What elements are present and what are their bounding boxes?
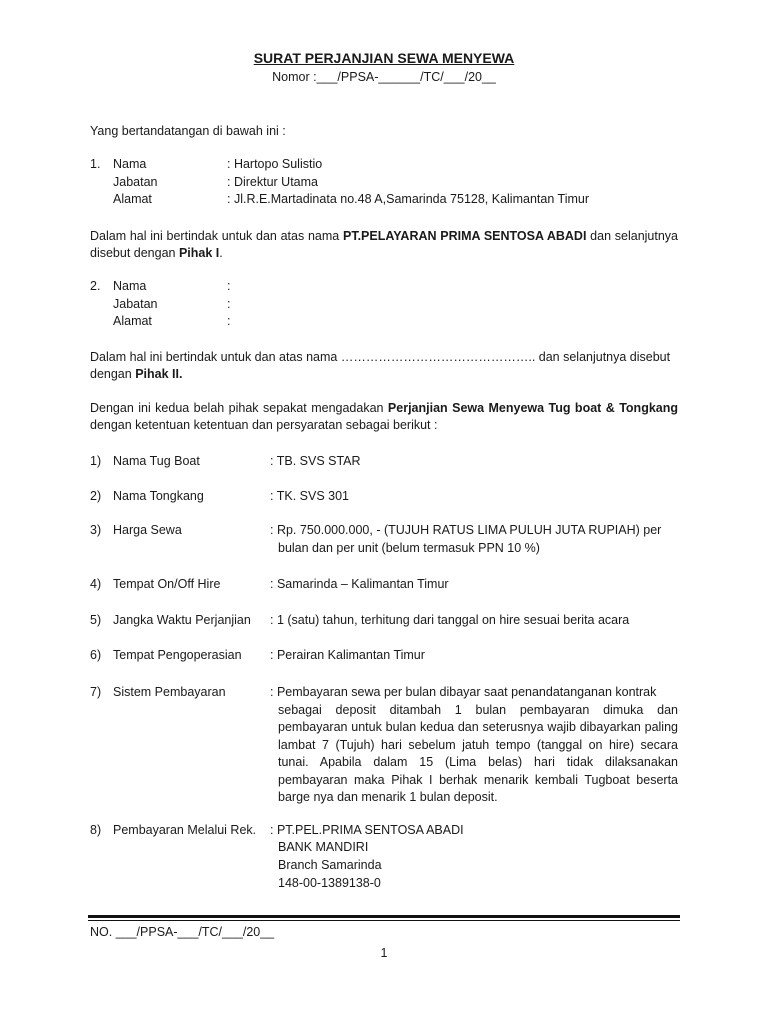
term-8-branch: Branch Samarinda	[278, 858, 382, 872]
agreement-paragraph: Dengan ini kedua belah pihak sepakat mengadakan Perjanjian Sewa Menyewa Tug boat & Tongkang dengan ketentuan ketentuan dan persyaratan sebagai berikut :	[90, 401, 678, 432]
party1-paragraph: Dalam hal ini bertindak untuk dan atas nama PT.PELAYARAN PRIMA SENTOSA ABADI dan selanjutnya disebut dengan Pihak I.	[90, 229, 678, 260]
party2-address-label: Alamat	[113, 314, 152, 328]
pihak1-label: Pihak I	[178, 246, 220, 260]
party2-position-label: Jabatan	[113, 297, 158, 311]
term-6-label: Tempat Pengoperasian	[113, 648, 242, 662]
term-1-value: : TB. SVS STAR	[270, 454, 361, 468]
document-number: Nomor :___/PPSA-______/TC/___/20__	[272, 70, 496, 84]
term-8-account: 148-00-1389138-0	[278, 876, 381, 890]
term-3-number: 3)	[90, 523, 102, 537]
party1-number: 1.	[90, 157, 101, 171]
term-5-value: : 1 (satu) tahun, terhitung dari tanggal on hire sesuai berita acara	[270, 613, 630, 627]
term-7-value: : Pembayaran sewa per bulan dibayar saat penandatanganan kontrak	[270, 685, 657, 699]
party2-name-value: :	[227, 279, 231, 293]
footer-rule-thick	[88, 915, 680, 918]
term-8-value: : PT.PEL.PRIMA SENTOSA ABADI	[270, 823, 464, 837]
term-4-label: Tempat On/Off Hire	[113, 577, 221, 591]
term-3-label: Harga Sewa	[113, 523, 182, 537]
term-1-number: 1)	[90, 454, 102, 468]
term-7-number: 7)	[90, 685, 102, 699]
party1-address-label: Alamat	[113, 192, 152, 206]
company-name: PT.PELAYARAN PRIMA SENTOSA ABADI	[342, 229, 587, 243]
term-8-number: 8)	[90, 823, 102, 837]
document-title: SURAT PERJANJIAN SEWA MENYEWA	[253, 50, 515, 66]
term-4-value: : Samarinda – Kalimantan Timur	[270, 577, 449, 591]
term-8-label: Pembayaran Melalui Rek.	[113, 823, 257, 837]
party1-position-value: : Direktur Utama	[227, 175, 318, 189]
party2-paragraph: Dalam hal ini bertindak untuk dan atas nama ……………………………………….. dan selanjutnya disebut dengan Pihak II.	[90, 350, 671, 381]
party2-name-label: Nama	[113, 279, 147, 293]
term-5-label: Jangka Waktu Perjanjian	[113, 613, 251, 627]
party2-position-value: :	[227, 297, 231, 311]
term-8-bank: BANK MANDIRI	[278, 840, 369, 854]
term-5-number: 5)	[90, 613, 102, 627]
term-2-number: 2)	[90, 489, 102, 503]
agreement-title: Perjanjian Sewa Menyewa Tug boat & Tongkang	[387, 401, 678, 415]
pihak2-label: Pihak II.	[135, 367, 183, 381]
party2-number: 2.	[90, 279, 101, 293]
party1-address-value: : Jl.R.E.Martadinata no.48 A,Samarinda 75128, Kalimantan Timur	[227, 192, 589, 206]
term-2-label: Nama Tongkang	[113, 489, 204, 503]
term-7-value-cont: sebagai deposit ditambah 1 bulan pembayaran dimuka dan pembayaran untuk bulan kedua dan seterusnya wajib dibayarkan paling lambat 7 (Tujuh) hari sebelum jatuh tempo (tanggal on hire) secara tunai. Apabila dalam 15 (Lima belas) hari tidak dilaksanakan pembayaran maka Pihak I berhak menarik kembali Tugboat beserta barge nya dan menarik 1 bulan deposit.	[278, 703, 678, 805]
term-3-value: : Rp. 750.000.000, - (TUJUH RATUS LIMA PULUH JUTA RUPIAH) per	[270, 523, 662, 537]
page-number: 1	[380, 946, 388, 960]
term-7-label: Sistem Pembayaran	[113, 685, 226, 699]
term-6-value: : Perairan Kalimantan Timur	[270, 648, 425, 662]
term-1-label: Nama Tug Boat	[113, 454, 200, 468]
term-3-value-cont: bulan dan per unit (belum termasuk PPN 10 %)	[278, 541, 540, 555]
term-4-number: 4)	[90, 577, 102, 591]
term-2-value: : TK. SVS 301	[270, 489, 349, 503]
party1-position-label: Jabatan	[113, 175, 158, 189]
footer-rule-thin	[88, 920, 680, 921]
party1-name-label: Nama	[113, 157, 147, 171]
intro-text: Yang bertandatangan di bawah ini :	[90, 124, 286, 138]
party2-address-value: :	[227, 314, 231, 328]
party1-name-value: : Hartopo Sulistio	[227, 157, 323, 171]
term-6-number: 6)	[90, 648, 102, 662]
footer-document-number: NO. ___/PPSA-___/TC/___/20__	[90, 925, 275, 939]
